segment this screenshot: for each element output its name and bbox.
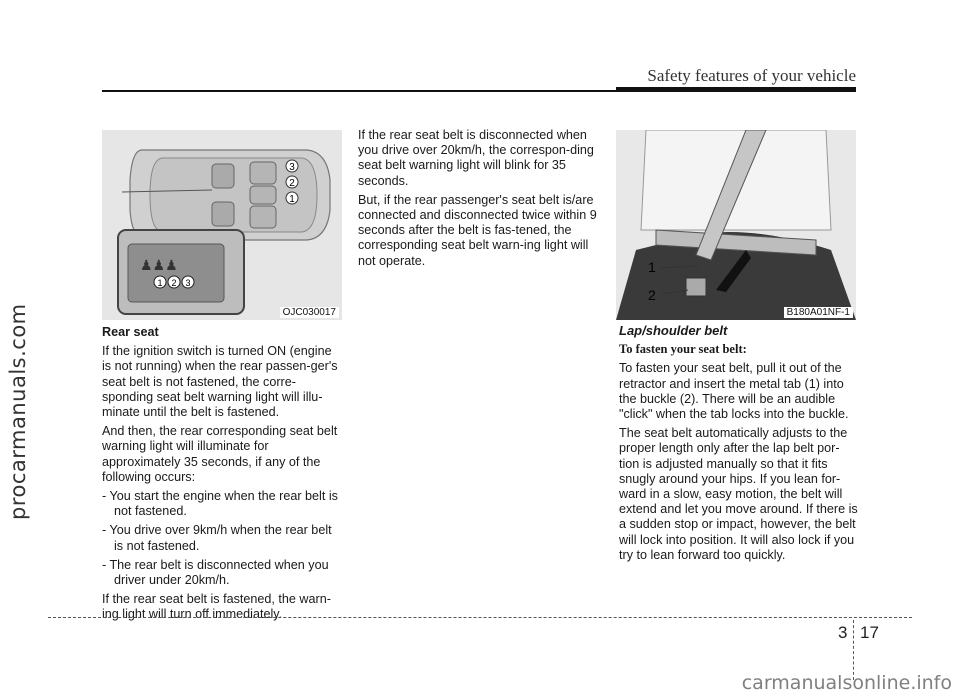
subheading-fasten: To fasten your seat belt:: [619, 342, 747, 357]
page-section-number: 3: [838, 623, 848, 642]
section-heading-lap-shoulder-belt: Lap/shoulder belt: [619, 323, 728, 338]
paragraph: If the rear seat belt is fastened, the warn-ing light will turn off immediately.: [102, 592, 331, 622]
paragraph: And then, the rear corresponding seat belt warning light will illuminate for approximately 35 seconds, if any of the following occurs:: [102, 424, 338, 484]
section-heading-rear-seat: Rear seat: [102, 325, 159, 339]
car-illustration: [102, 130, 342, 320]
seat-label-3: 3: [289, 162, 295, 173]
figure-code-belt: B180A01NF-1: [784, 307, 853, 318]
seat-label-1: 1: [289, 194, 295, 205]
right-column: [619, 323, 859, 567]
page-header-title: Safety features of your vehicle: [647, 66, 856, 85]
belt-label-2: 2: [648, 287, 656, 303]
indicator-label-1: 1: [157, 278, 163, 288]
header-rule-thick: [616, 87, 856, 92]
page-number-divider: [853, 620, 854, 680]
paragraph: The seat belt automatically adjusts to the proper length only after the lap belt por-tion is adjusted manually so that it fits snugly around your hips. If you lean for-ward in a slow, easy motion, the belt will extend and let you move around. If there is a sudden stop or impact, however, the belt will lock into position. It will also lock if you try to lean forward too quickly.: [619, 426, 858, 562]
paragraph: If the ignition switch is turned ON (engine is not running) when the rear passen-ger's seat belt is not fastened, the corre-sponding seat belt warning light will illu-minate until the belt is fastened.: [102, 344, 338, 420]
watermark-left: procarmanuals.com: [6, 303, 30, 520]
indicator-label-3: 3: [185, 278, 191, 288]
belt-label-1: 1: [648, 259, 656, 275]
watermark-bottom: carmanualsonline.info: [741, 672, 952, 694]
paragraph: To fasten your seat belt, pull it out of the retractor and insert the metal tab (1) into the buckle (2). There will be an audible "click" when the tab locks into the buckle.: [619, 361, 849, 422]
list-item: - The rear belt is disconnected when you driver under 20km/h.: [102, 557, 329, 588]
seat-label-2: 2: [289, 178, 295, 189]
list-item: - You start the engine when the rear belt is not fastened.: [102, 489, 338, 519]
paragraph: But, if the rear passenger's seat belt is/are connected and disconnected twice within 9 seconds after the belt is fas-tened, the corresponding seat belt warn-ing light will not operate.: [358, 192, 597, 268]
indicator-label-2: 2: [171, 278, 177, 288]
figure-car-seatbelt-indicators: [102, 130, 342, 320]
middle-column: [358, 128, 601, 273]
paragraph: If the rear seat belt is disconnected when you drive over 20km/h, the correspon-ding seat belt warning light will blink for 35 seconds.: [358, 128, 594, 188]
page-number: 17: [860, 623, 879, 642]
list-item: - You drive over 9km/h when the rear belt is not fastened.: [102, 523, 332, 553]
left-column: [102, 325, 342, 627]
figure-code-car: OJC030017: [280, 307, 339, 318]
footer-divider: [48, 617, 912, 618]
svg-text:♟♟♟: ♟♟♟: [140, 258, 178, 274]
belt-illustration: [616, 130, 856, 320]
figure-lap-shoulder-belt: [616, 130, 856, 320]
